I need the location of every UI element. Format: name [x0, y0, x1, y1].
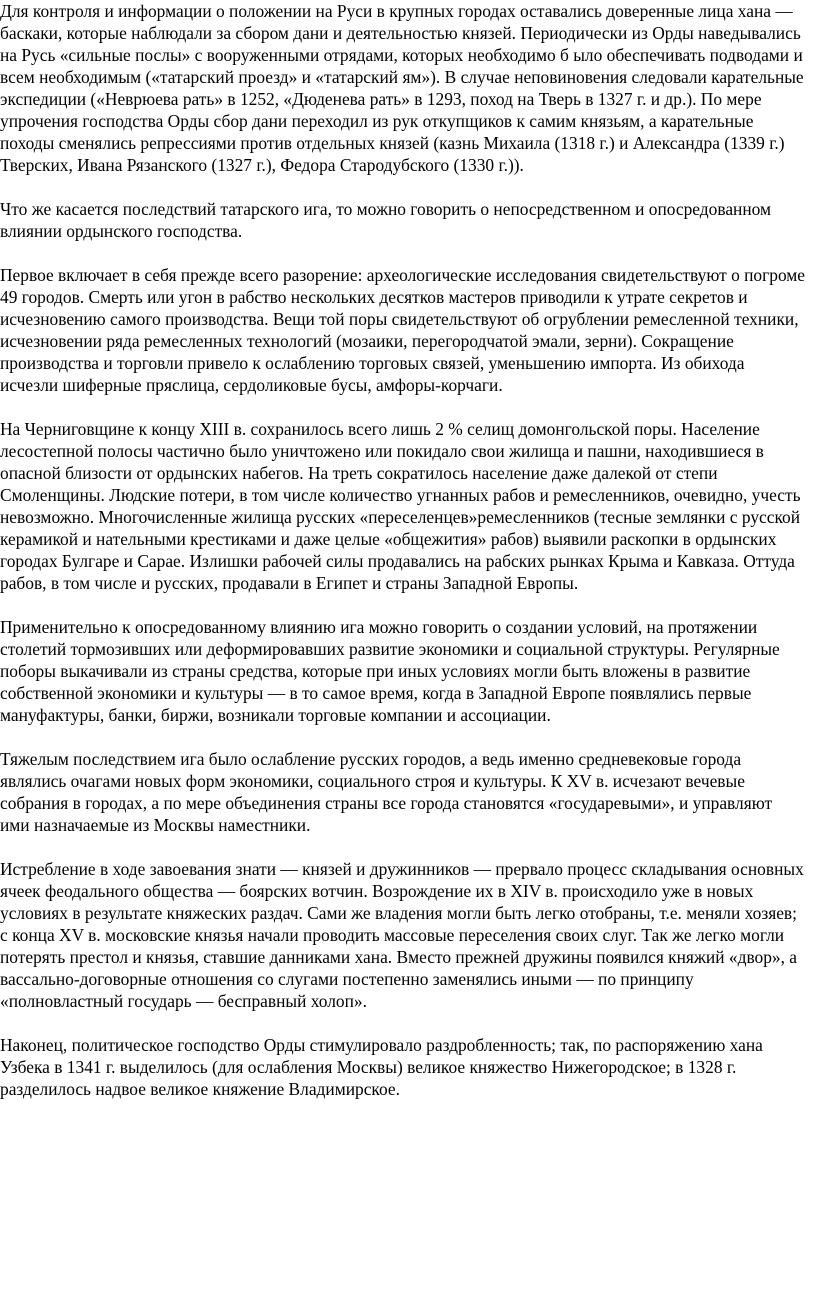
- paragraph-6: Тяжелым последствием ига было ослабление русских городов, а ведь именно средневековые города являлись очагами новых форм экономики, социального строя и культуры. К XV в. исчезают вечевые собрания в городах, а по мере объединения страны все города становятся «государевыми», и управляют ими назначаемые из Москвы наместники.: [0, 749, 773, 835]
- paragraph-3: Первое включает в себя прежде всего разорение: археологические исследования свидетельствуют о погроме 49 городов. Смерть или угон в рабство нескольких десятков мастеров приводили к утрате секретов и исчезновению самого производства. Вещи той поры свидетельствуют об огрублении ремесленной техники, исчезновении ряда ремесленных технологий (мозаики, перегородчатой эмали, зерни). Сокращение производства и торговли привело к ослаблению торговых связей, уменьшению импорта. Из обихода исчезли шиферные пряслица, сердоликовые бусы, амфоры-корчаги.: [0, 265, 806, 395]
- paragraph-1: Для контроля и информации о положении на Руси в крупных городах оставались доверенные лица хана — баскаки, которые наблюдали за сбором дани и деятельностью князей. Периодически из Орды наведывались на Русь «сильные послы» с вооруженными отрядами, которых необходимо б ыло обеспечивать подводами и всем необходимым («татарский проезд» и «татарский ям»). В случае неповиновения следовали карательные экспедиции («Неврюева рать» в 1252, «Дюденева рать» в 1293, поход на Тверь в 1327 г. и др.). По мере упрочения господства Орды сбор дани переходил из рук откупщиков к самим князьям, а карательные походы сменялись репрессиями против отдельных князей (казнь Михаила (1318 г.) и Александра (1339 г.) Тверских, Ивана Рязанского (1327 г.), Федора Стародубского (1330 г.)).: [0, 1, 804, 175]
- paragraph-7: Истребление в ходе завоевания знати — князей и дружинников — прервало процесс складывания основных ячеек феодального общества — боярских вотчин. Возрождение их в XIV в. происходило уже в новых условиях в результате княжеских раздач. Сами же владения могли быть легко отобраны, т.е. меняли хозяев; с конца XV в. московские князья начали проводить массовые переселения своих слуг. Так же легко могли потерять престол и князья, ставшие данниками хана. Вместо прежней дружины появился княжий «двор», а вассально-договорные отношения со слугами постепенно заменялись иными — по принципу «полновластный государь — бесправный холоп».: [0, 859, 804, 1011]
- paragraph-5: Применительно к опосредованному влиянию ига можно говорить о создании условий, на протяжении столетий тормозивших или деформировавших развитие экономики и социальной структуры. Регулярные поборы выкачивали из страны средства, которые при иных условиях могли быть вложены в развитие собственной экономики и культуры — в то самое время, когда в Западной Европе появлялись первые мануфактуры, банки, биржи, возникали торговые компании и ассоциации.: [0, 617, 780, 725]
- paragraph-2: Что же касается последствий татарского ига, то можно говорить о непосредственном и опосредованном влиянии ордынского господства.: [0, 199, 772, 241]
- paragraph-8: Наконец, политическое господство Орды стимулировало раздробленность; так, по распоряжению хана Узбека в 1341 г. выделилось (для ослабления Москвы) великое княжество Нижегородское; в 1328 г. разделилось надвое великое княжение Владимирское.: [0, 1035, 763, 1099]
- paragraph-4: На Черниговщине к концу XIII в. сохранилось всего лишь 2 % селищ домонгольской поры. Население лесостепной полосы частично было уничтожено или покидало свои жилища и пашни, находившиеся в опасной близости от ордынских набегов. На треть сократилось население даже далекой от степи Смоленщины. Людские потери, в том числе количество угнанных рабов и ремесленников, очевидно, учесть невозможно. Многочисленные жилища русских «переселенцев»ремесленников (тесные землянки с русской керамикой и нательными крестиками и даже целые «общежития» рабов) выявили раскопки в ордынских городах Булгаре и Сарае. Излишки рабочей силы продавались на рабских рынках Крыма и Кавказа. Оттуда рабов, в том числе и русских, продавали в Египет и страны Западной Европы.: [0, 419, 801, 593]
